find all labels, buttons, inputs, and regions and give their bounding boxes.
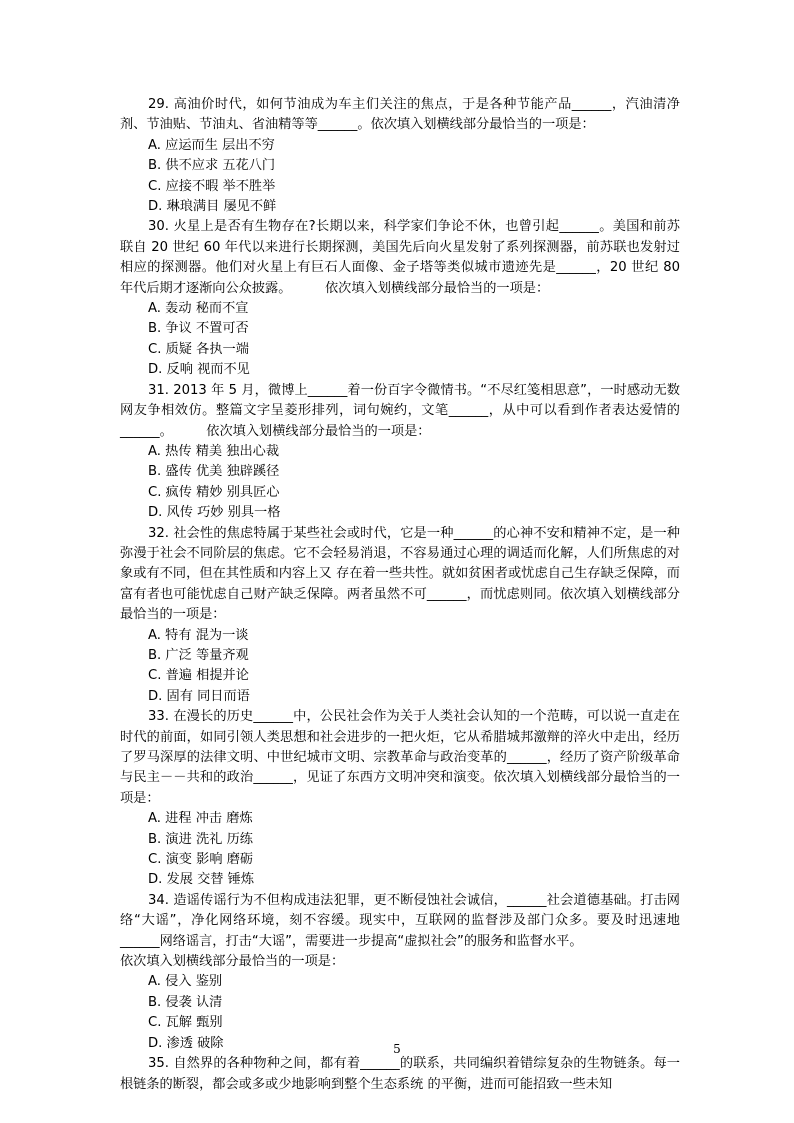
question-33 bbox=[120, 707, 680, 891]
option-a: A. 轰动 秘而不宣 bbox=[148, 301, 249, 317]
option-a: A. 侵入 鉴别 bbox=[148, 974, 223, 990]
option-c: C. 演变 影响 磨砺 bbox=[148, 852, 254, 868]
question-32 bbox=[120, 524, 680, 708]
question-stem: 34. 造谣传谣行为不但构成违法犯罪，更不断侵蚀社会诚信，______社会道德基础。打击网络“大谣”，净化网络环境，刻不容缓。现实中，互联网的监督涉及部门众多。要及时迅速地______网络谣言，打击“大谣”，需要进一步提高“虚拟社会”的服务和监督水平。 依次填入划横线部分最恰当的一项是： bbox=[120, 892, 680, 970]
option-c: C. 应接不暇 举不胜举 bbox=[148, 178, 276, 194]
option-c: C. 瓦解 甄别 bbox=[148, 1015, 223, 1031]
page-number: 5 bbox=[393, 1042, 401, 1056]
question-stem: 32. 社会性的焦虑特属于某些社会或时代，它是一种______的心神不安和精神不定，是一种弥漫于社会不同阶层的焦虑。它不会轻易消退，不容易通过心理的调适而化解，人们所焦虑的对象或有不同，但在其性质和内容上又 存在着一些共性。就如贫困者或忧虑自己生存缺乏保障，而富有者也可能忧虑自己财产缺乏保障。两者虽然不可______，而忧虑则同。依次填入划横线部分最恰当的一项是： bbox=[120, 525, 680, 623]
option-b: B. 广泛 等量齐观 bbox=[148, 647, 249, 663]
option-b: B. 盛传 优美 独辟蹊径 bbox=[148, 464, 280, 480]
question-34 bbox=[120, 891, 680, 1054]
option-d: D. 琳琅满目 屡见不鲜 bbox=[148, 199, 277, 215]
option-d: D. 渗透 破除 bbox=[148, 1035, 224, 1051]
option-d: D. 反响 视而不见 bbox=[148, 362, 250, 378]
option-d: D. 固有 同日而语 bbox=[148, 688, 250, 704]
question-35 bbox=[120, 1054, 680, 1095]
option-a: A. 应运而生 层出不穷 bbox=[148, 137, 275, 153]
question-stem: 33. 在漫长的历史______中，公民社会作为关于人类社会认知的一个范畴，可以说一直走在时代的前面，如同引领人类思想和社会进步的一把火炬，它从希腊城邦激辩的淬火中走出，经历了罗马深厚的法律文明、中世纪城市文明、宗教革命与政治变革的______，经历了资产阶级革命与民主－－共和的政治______，见证了东西方文明冲突和演变。依次填入划横线部分最恰当的一项是： bbox=[120, 709, 680, 806]
option-c: C. 质疑 各执一端 bbox=[148, 341, 249, 357]
option-a: A. 进程 冲击 磨炼 bbox=[148, 811, 253, 827]
question-31 bbox=[120, 381, 680, 524]
question-29 bbox=[120, 95, 680, 217]
option-c: C. 疯传 精妙 别具匠心 bbox=[148, 484, 280, 500]
option-c: C. 普遍 相提并论 bbox=[148, 668, 249, 684]
question-list bbox=[120, 95, 685, 1095]
option-b: B. 供不应求 五花八门 bbox=[148, 158, 276, 174]
question-30 bbox=[120, 217, 685, 380]
question-stem: 31. 2013 年 5 月，微博上______着一份百字令微情书。“不尽红笺相思意”，一时感动无数网友争相效仿。整篇文字呈菱形排列，词句婉约，文笔______，从中可以看到作者表达爱情的______。 依次填入划横线部分最恰当的一项是： bbox=[120, 382, 680, 439]
question-stem: 29. 高油价时代，如何节油成为车主们关注的焦点，于是各种节能产品______，汽油清净剂、节油贴、节油丸、省油精等等______。依次填入划横线部分最恰当的一项是： bbox=[120, 97, 680, 133]
option-b: B. 侵袭 认清 bbox=[148, 994, 223, 1010]
option-d: D. 发展 交替 锤炼 bbox=[148, 872, 255, 888]
option-b: B. 演进 洗礼 历练 bbox=[148, 831, 253, 847]
option-a: A. 热传 精美 独出心裁 bbox=[148, 443, 280, 459]
option-a: A. 特有 混为一谈 bbox=[148, 627, 249, 643]
option-d: D. 风传 巧妙 别具一格 bbox=[148, 505, 281, 521]
option-b: B. 争议 不置可否 bbox=[148, 321, 249, 337]
question-stem: 35. 自然界的各种物种之间，都有着______的联系，共同编织着错综复杂的生物链条。每一根链条的断裂，都会或多或少地影响到整个生态系统 的平衡，进而可能招致一些未知 bbox=[120, 1056, 680, 1092]
question-stem: 30. 火星上是否有生物存在?长期以来，科学家们争论不休，也曾引起______。美国和前苏联自 20 世纪 60 年代以来进行长期探测，美国先后向火星发射了系列探测器，前苏联也发射过相应的探测器。他们对火星上有巨石人面像、金子塔等类似城市遗迹先是______，20 世纪 80 年代后期才逐渐向公众披露。 依次填入划横线部分最恰当的一项是： bbox=[120, 219, 685, 296]
